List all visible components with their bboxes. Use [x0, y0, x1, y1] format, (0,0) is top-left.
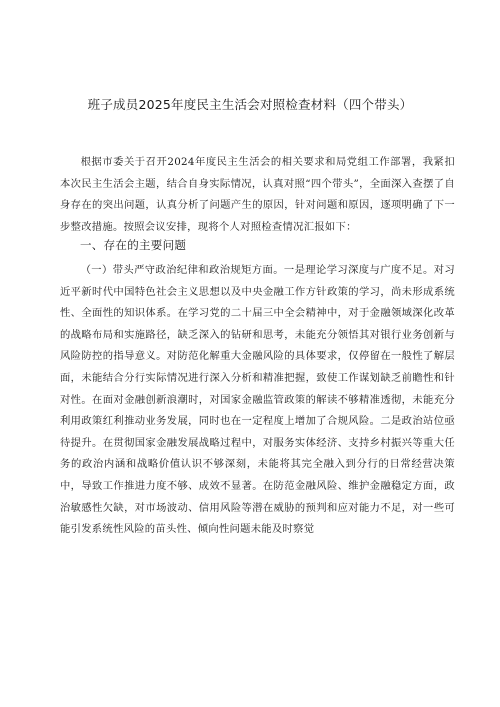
section-1-paragraph-1: （一）带头严守政治纪律和政治规矩方面。一是理论学习深度与广度不足。对习近平新时代中国特色社会主义思想以及中央金融工作方针政策的学习，尚未形成系统性、全面性的知识体系。在学习党的二十届三中全会精神中，对于金融领域深化改革的战略布局和实施路径，缺乏深入的钻研和思考，未能充分领悟其对银行业务创新与风险防控的指导意义。对防范化解重大金融风险的具体要求，仅停留在一般性了解层面，未能结合分行实际情况进行深入分析和精准把握，致使工作谋划缺乏前瞻性和针对性。在面对金融创新浪潮时，对国家金融监管政策的解读不够精准透彻，未能充分利用政策红利推动业务发展，同时也在一定程度上增加了合规风险。二是政治站位亟待提升。在贯彻国家金融发展战略过程中，对服务实体经济、支持乡村振兴等重大任务的政治内涵和战略价值认识不够深刻，未能将其完全融入到分行的日常经营决策中，导致工作推进力度不够、成效不显著。在防范金融风险、维护金融稳定方面，政治敏感性欠缺，对市场波动、信用风险等潜在威胁的预判和应对能力不足，对一些可能引发系统性风险的苗头性、倾向性问题未能及时察觉: [60, 264, 455, 536]
intro-paragraph: 根据市委关于召开2024年度民主生活会的相关要求和局党组工作部署，我紧扣本次民主生活会主题，结合自身实际情况，认真对照“四个带头”，全面深入查摆了自身存在的突出问题，认真分析了问题产生的原因，针对问题和原因，逐项明确了下一步整改措施。按照会议安排，现将个人对照检查情况汇报如下：: [60, 156, 455, 233]
document-title: 班子成员2025年度民主生活会对照检查材料（四个带头）: [87, 97, 413, 112]
section-heading-existing-problems: 一、存在的主要问题: [80, 238, 187, 252]
